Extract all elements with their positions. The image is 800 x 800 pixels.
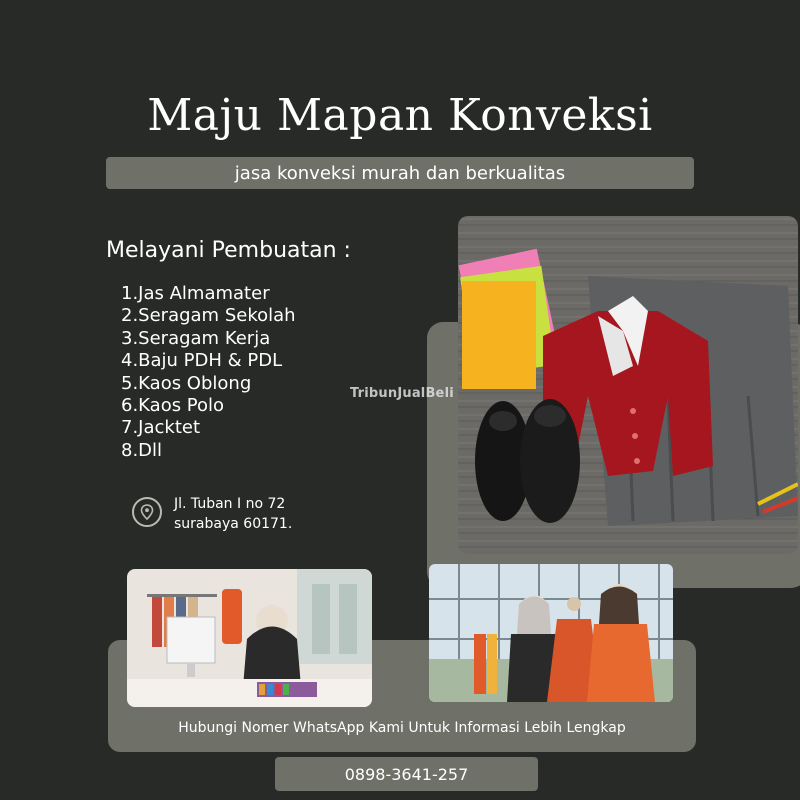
service-item: 4.Baju PDH & PDL	[121, 350, 283, 372]
service-item: 2.Seragam Sekolah	[121, 305, 296, 327]
location-pin-icon	[132, 497, 162, 527]
address-line: surabaya 60171.	[174, 516, 293, 532]
tagline-text: jasa konveksi murah dan berkualitas	[234, 162, 566, 184]
phone-number[interactable]: 0898-3641-257	[344, 764, 469, 784]
uniform-photo	[458, 216, 798, 554]
service-item: 1.Jas Almamater	[121, 283, 270, 304]
services-list	[121, 283, 296, 462]
designer-photo	[127, 569, 372, 707]
watermark-logo	[350, 386, 454, 401]
contact-info-text: Hubungi Nomer WhatsApp Kami Untuk Informasi Lebih Lengkap	[178, 720, 626, 736]
address-block	[132, 494, 292, 534]
designers-photo	[429, 564, 673, 702]
address-line: Jl. Tuban I no 72	[174, 496, 286, 512]
address-text	[174, 494, 292, 534]
service-item: 8.Dll	[121, 439, 163, 461]
tagline-bar	[106, 157, 694, 189]
page-title: Maju Mapan Konveksi	[147, 90, 653, 141]
watermark-text: TribunJualBeli	[350, 386, 454, 401]
service-item: 5.Kaos Oblong	[121, 372, 252, 394]
services-heading: Melayani Pembuatan :	[106, 238, 351, 263]
service-item: 6.Kaos Polo	[121, 395, 225, 417]
service-item: 7.Jacktet	[121, 417, 201, 439]
phone-number-bar[interactable]	[275, 757, 538, 791]
service-item: 3.Seragam Kerja	[121, 327, 271, 349]
